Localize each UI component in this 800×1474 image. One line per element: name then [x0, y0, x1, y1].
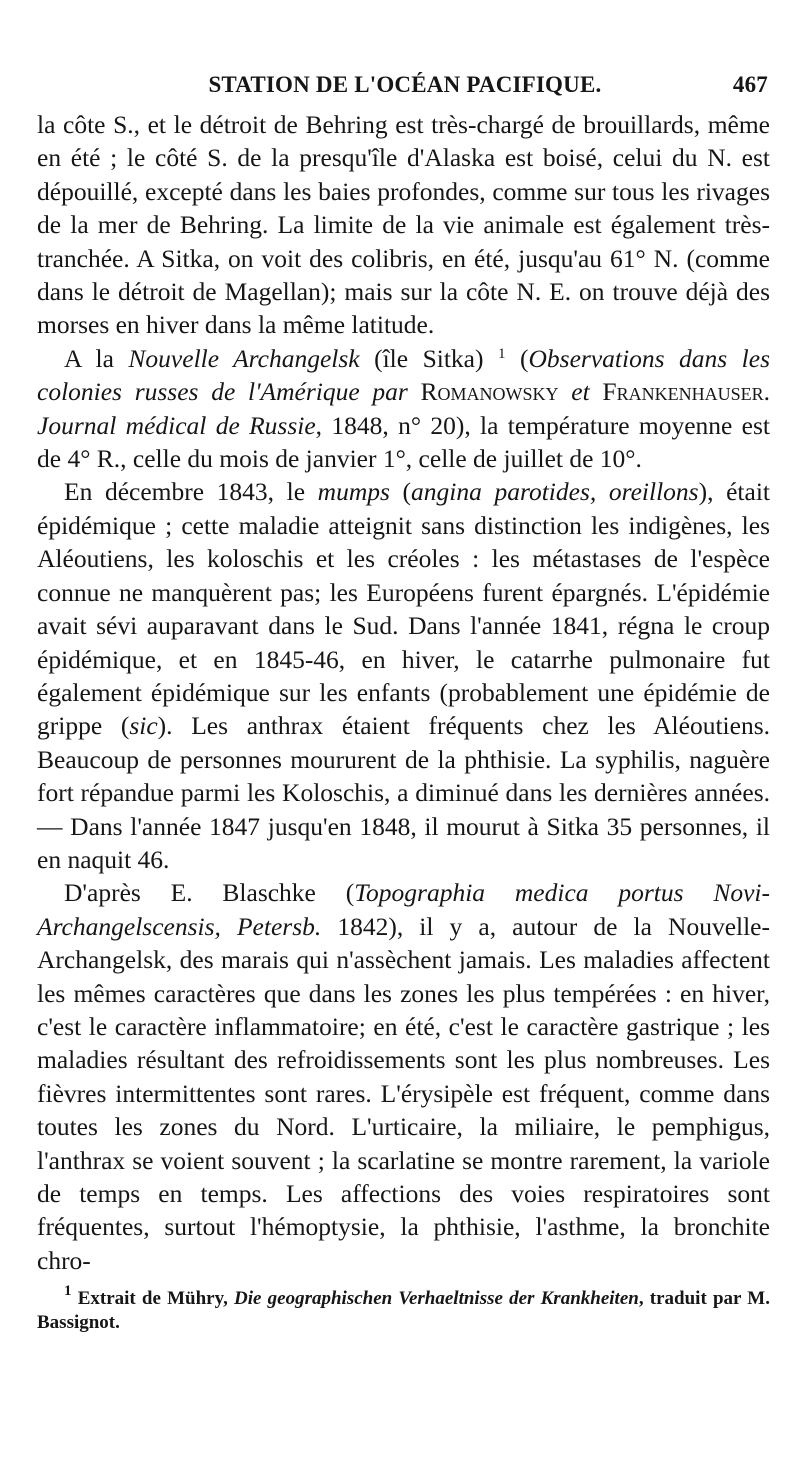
disease-synonyms-italic: angina parotides, oreillons	[411, 477, 699, 507]
running-head	[37, 72, 770, 108]
p3-text-e: ), était épidémique ; cette maladie atteignit sans distinction les indigènes, les Aléoutiens, les koloschis et les créoles : les métastases de l'espèce connue ne manquèrent pas; les Européens furent épargnés. L'épidémie avait sévi auparavant dans le Sud. Dans l'année 1841, régna le croup épidémique, et en 1845-46, en hiver, le catarrhe pulmonaire fut également épidémique sur les enfants (probablement une épidémie de grippe (	[37, 477, 770, 741]
page-number: 467	[732, 72, 768, 97]
p2-text-c: (île Sitka)	[359, 343, 498, 373]
author-smallcaps-2: Frankenhauser.	[589, 377, 770, 407]
p4-text-c: 1842), il y a, autour de la Nouvelle-Archangelsk, des marais qui n'assèchent jamais. Les maladies affectent les mêmes caractères que dans les zones les plus tempérées : en hiver, c'est le caractère inflammatoire; en été, c'est le caractère gastrique ; les maladies résultant des refroidissements sont les plus nombreuses. Les fièvres intermittentes sont rares. L'érysipèle est fréquent, comme dans toutes les zones du Nord. L'urticaire, la miliaire, le pemphigus, l'anthrax se voient souvent ; la scarlatine se montre rarement, la variole de temps en temps. Les affections des voies respiratoires sont fréquentes, surtout l'hémoptysie, la phthisie, l'asthme, la bronchite chro-	[37, 911, 770, 1275]
footnote-marker: 1	[64, 1283, 72, 1300]
paragraph-2	[37, 342, 770, 476]
body-text	[37, 108, 770, 1277]
paragraph-1	[37, 108, 770, 342]
footnote-text-c: , traduit par M. Bassignot.	[37, 1288, 770, 1334]
p2-text-j: , 1848, n° 20), la température moyenne est de 4° R., celle du mois de janvier 1°, celle de juillet de 10°.	[37, 410, 770, 474]
p2-text-a: A la	[64, 343, 129, 373]
p3-text-g: ). Les anthrax étaient fréquents chez les Aléoutiens. Beaucoup de personnes moururent de la phthisie. La syphilis, naguère fort répandue parmi les Koloschis, a diminué dans les dernières années. — Dans l'année 1847 jusqu'en 1848, il mourut à Sitka 35 personnes, il en naquit 46.	[37, 711, 771, 874]
p2-text-d: (	[505, 343, 529, 373]
p3-text-a: En décembre 1843, le	[64, 477, 318, 507]
place-name-italic: Nouvelle Archangelsk	[128, 343, 360, 373]
paragraph-3	[37, 475, 770, 876]
p3-text-c: (	[389, 477, 412, 507]
running-title: STATION DE L'OCÉAN PACIFIQUE.	[208, 72, 602, 97]
source-title-italic: Observations dans les colonies russes de l'Amérique par	[37, 343, 770, 407]
topographia-title-italic: Topographia medica portus Novi-Archangelscensis, Petersb.	[37, 878, 770, 941]
footnote-text-a: Extrait de Mühry,	[71, 1288, 235, 1310]
paragraph-1-text: la côte S., et le détroit de Behring est très-chargé de brouillards, même en été ; le côté S. de la presqu'île d'Alaska est boisé, celui du N. est dépouillé, excepté dans les baies profondes, comme sur tous les rivages de la mer de Behring. La limite de la vie animale est également très-tranchée. A Sitka, on voit des colibris, en été, jusqu'au 61° N. (comme dans le détroit de Magellan); mais sur la côte N. E. on trouve déjà des morses en hiver dans la même latitude.	[37, 110, 770, 340]
footnote-work-title-italic: Die geographischen Verhaeltnisse der Krankheiten	[234, 1288, 639, 1310]
sic-italic: sic	[129, 711, 158, 741]
p4-text-a: D'après E. Blaschke (	[64, 878, 355, 908]
footnote-reference: 1	[498, 345, 506, 362]
disease-name-italic: mumps	[317, 477, 390, 507]
footnote	[37, 1283, 770, 1335]
paragraph-4	[37, 876, 770, 1277]
author-smallcaps-1: Romanowsky	[407, 377, 572, 407]
conjunction-italic: et	[571, 377, 590, 407]
journal-title-italic: Journal médical de Russie	[37, 410, 316, 440]
